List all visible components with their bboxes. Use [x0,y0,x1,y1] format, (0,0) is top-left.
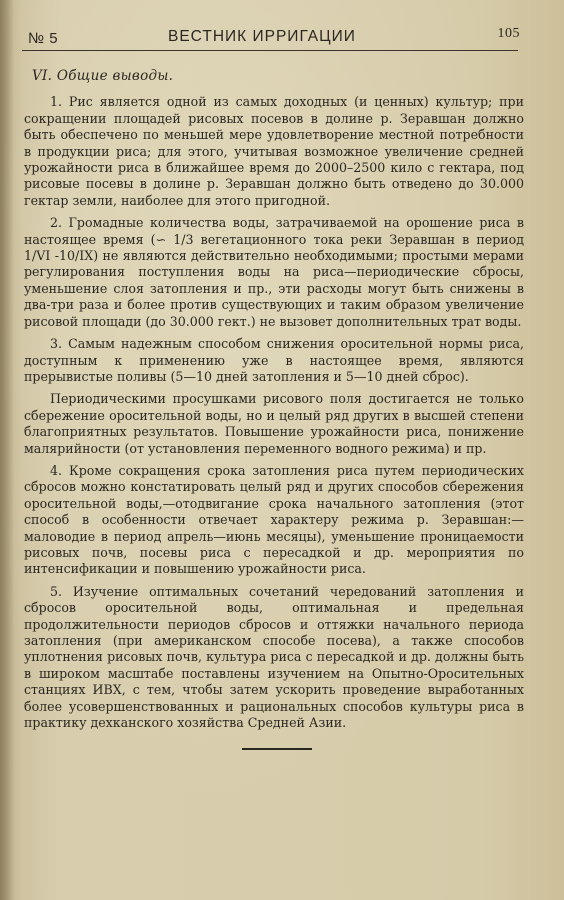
article-body [24,62,524,737]
paragraph-3: 3. Самым надежным способом снижения оросительной нормы риса, доступным к применению уже в настоящее время, являются прерывистые поливы (5—10 дней затопления и 5—10 дней сброс). [24,336,524,384]
journal-title: ВЕСТНИК ИРРИГАЦИИ [168,28,356,45]
page-header [28,24,520,48]
paragraph-6: 5. Изучение оптимальных сочетаний чередований затопления и сбросов оросительной воды, оптимальная и предельная продолжительности периодов сбросов и оттяжки начального периода затопления (при американском способе посева), а также способов уплотнения рисовых почв, культура риса с пересадкой и др. должны быть в широком масштабе поставлены изучением на Опытно-Оросительных станциях ИВХ, с тем, чтобы затем ускорить проведение выработанных более усовершенствованных и рациональных способов культуры риса в практику дехканского хозяйства Средней Азии. [24,583,524,731]
paragraph-5: 4. Кроме сокращения срока затопления риса путем периодических сбросов можно констатировать целый ряд и других способов сбережения оросительной воды,—отодвигание срока начального затопления (этот способ в особенности отвечает характеру режима р. Зеравшан:—маловодие в период апрель—июнь месяцы), уменьшение проницаемости рисовых почв, посевы риса с пересадкой и др. мероприятия по интенсификации и повышению урожайности риса. [24,462,524,577]
paragraph-4: Периодическими просушками рисового поля достигается не только сбережение оросительной воды, но и целый ряд других в высшей степени благоприятных результатов. Повышение урожайности риса, понижение малярийности (от установления переменного водного режима) и пр. [24,391,524,456]
paragraph-1: 1. Рис является одной из самых доходных (и ценных) культур; при сокращении площадей рисовых посевов в долине р. Зеравшан должно быть обеспечено по меньшей мере удовлетворение местной потребности в продукции риса; для этого, учитывая возможное увеличение средней урожайности риса в ближайшее время до 2000–2500 кило с гектара, под рисовые посевы в долине р. Зеравшан должно быть отведено до 30.000 гектар земли, наиболее для этого пригодной. [24,94,524,208]
issue-number: № 5 [28,30,59,47]
end-rule [242,748,312,750]
header-rule [22,50,518,51]
page-binding-shadow [0,0,14,900]
section-title: VI. Общие выводы. [32,68,174,84]
paragraph-2: 2. Громадные количества воды, затрачиваемой на орошение риса в настоящее время (∽ 1/3 вегетационного тока реки Зеравшан в период 1/VI -10/IX) не являются действительно необходимыми; простыми мерами регулирования поступления воды на риса—периодические сбросы, уменьшение слоя затопления и пр., эти расходы могут быть снижены в два-три раза и более против существующих и таким образом увеличение рисовой площади (до 30.000 гект.) не вызовет дополнительных трат воды. [24,215,524,329]
page-number: 105 [497,26,520,41]
